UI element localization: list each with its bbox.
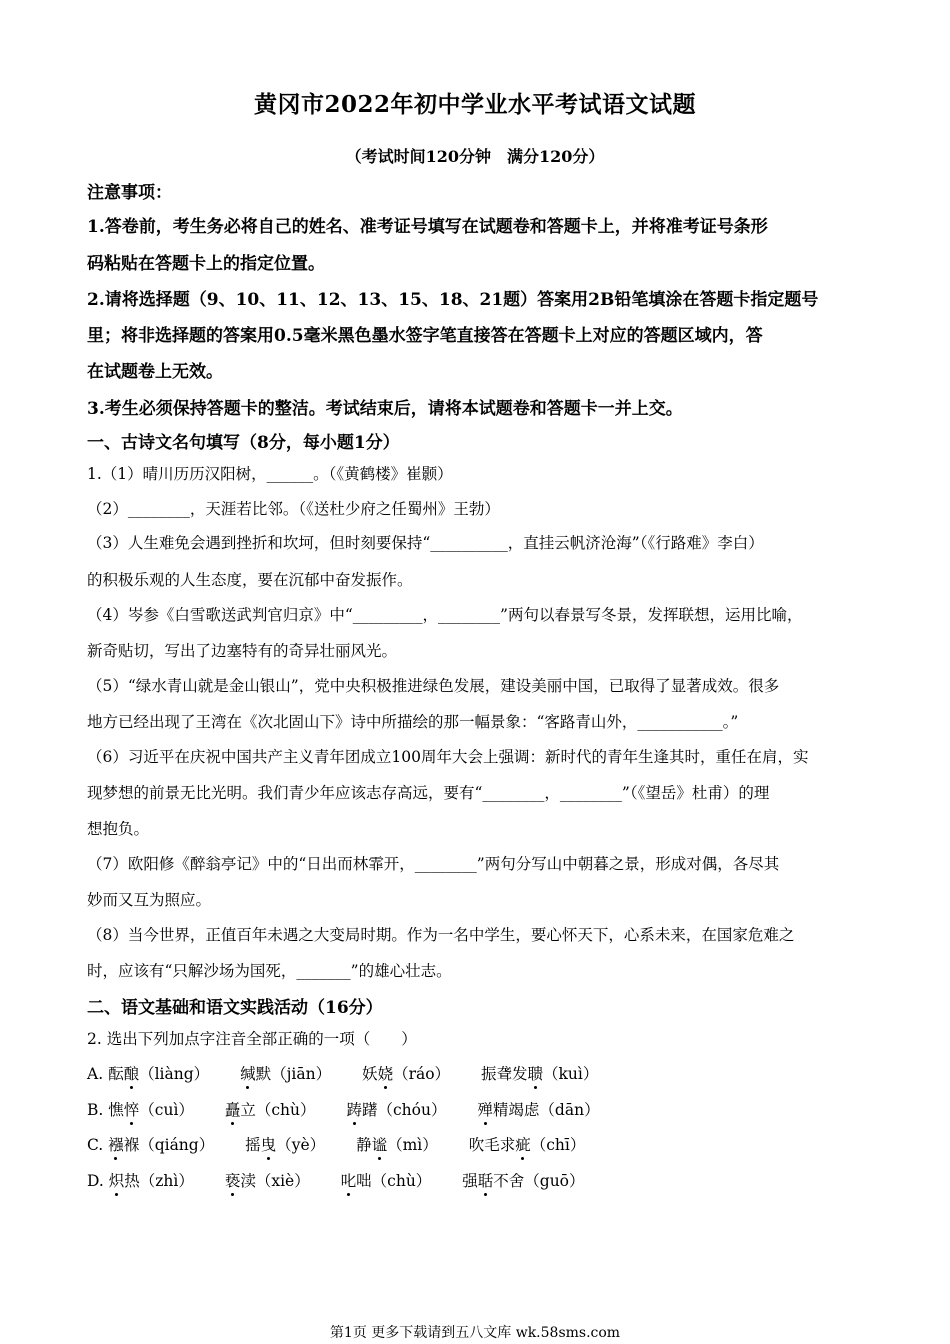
option-item: 摇曳（yè） [245,1136,325,1154]
option-item: 振聋发聩（kuì） [481,1065,598,1083]
option-item: 缄默（jiān） [240,1065,331,1083]
section2-heading: 二、语文基础和语文实践活动（16分） [87,998,383,1018]
option-item: 亵渎（xiè） [225,1172,310,1190]
option-label: D. [87,1172,104,1190]
option-a [87,1062,598,1084]
option-item: 憔悴（cuì） [108,1101,194,1119]
option-c [87,1133,585,1155]
notice-line: 里；将非选择题的答案用0.5毫米黑色墨水签字笔直接答在答题卡上对应的答题区域内，答 [87,326,763,346]
option-d [87,1169,585,1191]
option-item: 殚精竭虑（dān） [477,1101,599,1119]
question-line: 时，应该有“只解沙场为国死，_______”的雄心壮志。 [87,962,452,980]
option-item: 叱咄（chù） [341,1172,432,1190]
notice-line: 2.请将选择题（9、10、11、12、13、15、18、21题）答案用2B铅笔填涂在答题卡指定题号 [87,290,819,310]
notice-line: 1.答卷前，考生务必将自己的姓名、准考证号填写在试题卷和答题卡上，并将准考证号条形 [87,217,768,237]
question-line: （3）人生难免会遇到挫折和坎坷，但时刻要保持“__________，直挂云帆济沧海”（《行路难》李白） [87,534,764,552]
question-line: 1.（1）晴川历历汉阳树，______。（《黄鹤楼》崔颢） [87,465,453,483]
question-line: （2）________，天涯若比邻。（《送杜少府之任蜀州》王勃） [87,500,500,518]
option-item: 吹毛求疵（chī） [469,1136,586,1154]
notice-line: 在试题卷上无效。 [87,362,223,382]
question-line: 现梦想的前景无比光明。我们青少年应该志存高远，要有“________，________”（《望岳》杜甫）的理 [87,784,770,802]
option-item: 强聒不舍（guō） [462,1172,584,1190]
page-footer: 第1页 更多下载请到五八文库 wk.58sms.com [329,1325,621,1341]
option-b [87,1098,600,1120]
option-label: A. [87,1065,104,1083]
notice-line: 码粘贴在答题卡上的指定位置。 [87,254,325,274]
question-line: （4）岑参《白雪歌送武判官归京》中“_________，________”两句以春景写冬景，发挥联想，运用比喻， [87,606,803,624]
notice-line: 3.考生必须保持答题卡的整洁。考试结束后，请将本试题卷和答题卡一并上交。 [87,399,683,419]
question-line: 想抱负。 [87,820,150,838]
question-2-stem: 2. 选出下列加点字注音全部正确的一项（ ） [87,1030,417,1048]
option-item: 静谧（mì） [356,1136,438,1154]
option-item: 酝酿（liàng） [108,1065,209,1083]
question-line: 新奇贴切，写出了边塞特有的奇异壮丽风光。 [87,642,398,660]
exam-title: 黄冈市2022年初中学业水平考试语文试题 [253,91,696,118]
option-item: 襁褓（qiáng） [108,1136,214,1154]
question-line: （8）当今世界，正值百年未遇之大变局时期。作为一名中学生，要心怀天下，心系未来，在国家危难之 [87,926,795,944]
option-item: 妖娆（ráo） [362,1065,450,1083]
question-line: 的积极乐观的人生态度，要在沉郁中奋发振作。 [87,571,413,589]
exam-subtitle: （考试时间120分钟 满分120分） [345,147,605,166]
option-item: 矗立（chù） [225,1101,316,1119]
question-line: 妙而又互为照应。 [87,891,212,909]
question-line: （6）习近平在庆祝中国共产主义青年团成立100周年大会上强调：新时代的青年生逢其时，重任在肩，实 [87,748,809,766]
option-label: B. [87,1101,104,1119]
option-item: 踌躇（chóu） [346,1101,446,1119]
section1-heading: 一、古诗文名句填写（8分，每小题1分） [87,433,400,453]
question-line: （5）“绿水青山就是金山银山”，党中央积极推进绿色发展，建设美丽中国，已取得了显著成效。很多 [87,677,780,695]
question-line: （7）欧阳修《醉翁亭记》中的“日出而林霏开，________”两句分写山中朝暮之景，形成对偶，各尽其 [87,855,780,873]
option-item: 炽热（zhì） [109,1172,194,1190]
option-label: C. [87,1136,104,1154]
notice-heading: 注意事项： [87,183,172,203]
question-line: 地方已经出现了王湾在《次北固山下》诗中所描绘的那一幅景象：“客路青山外，___________。” [87,713,739,731]
